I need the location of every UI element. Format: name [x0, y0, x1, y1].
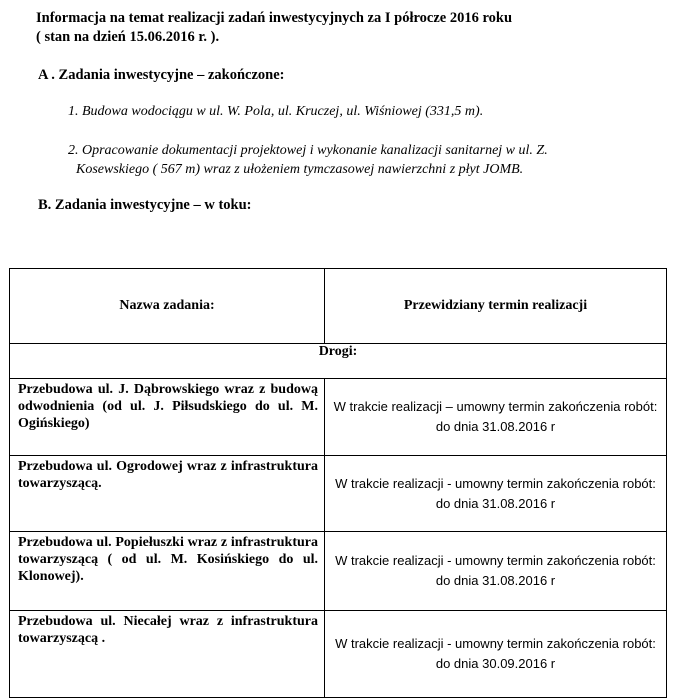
task-name-cell: Przebudowa ul. J. Dąbrowskiego wraz z budową odwodnienia (od ul. J. Piłsudskiego do ul. M. Ogińskiego): [10, 379, 325, 456]
task-term-cell: W trakcie realizacji - umowny termin zakończenia robót: do dnia 31.08.2016 r: [325, 532, 667, 611]
header-term: Przewidziany termin realizacji: [325, 269, 667, 344]
task-name-cell: Przebudowa ul. Niecałej wraz z infrastruktura towarzyszącą .: [10, 611, 325, 698]
document-heading: [36, 9, 512, 47]
group-label: Drogi:: [10, 344, 667, 379]
table-row: [10, 611, 667, 698]
heading-line-2: ( stan na dzień 15.06.2016 r. ).: [36, 29, 220, 45]
task-name-cell: Przebudowa ul. Ogrodowej wraz z infrastruktura towarzyszącą.: [10, 456, 325, 532]
heading-line-1: Informacja na temat realizacji zadań inwestycyjnych za I półrocze 2016 roku: [36, 10, 513, 26]
section-a-title: A . Zadania inwestycyjne – zakończone:: [38, 67, 285, 83]
table-row: [10, 532, 667, 611]
table-group-row: [10, 344, 667, 379]
task-name-cell: Przebudowa ul. Popiełuszki wraz z infrastruktura towarzyszącą ( od ul. M. Kosińskiego do ul. Klonowej).: [10, 532, 325, 611]
tasks-table: [9, 268, 667, 698]
completed-task-2-line-2: Kosewskiego ( 567 m) wraz z ułożeniem tymczasowej nawierzchni z płyt JOMB.: [76, 162, 524, 177]
section-b-title: B. Zadania inwestycyjne – w toku:: [38, 197, 252, 213]
completed-task-1: 1. Budowa wodociągu w ul. W. Pola, ul. Kruczej, ul. Wiśniowej (331,5 m).: [68, 104, 484, 119]
header-task-name: Nazwa zadania:: [10, 269, 325, 344]
completed-task-2-line-1: 2. Opracowanie dokumentacji projektowej i wykonanie kanalizacji sanitarnej w ul. Z.: [68, 143, 548, 158]
task-term-cell: W trakcie realizacji – umowny termin zakończenia robót: do dnia 31.08.2016 r: [325, 379, 667, 456]
task-term-cell: W trakcie realizacji - umowny termin zakończenia robót: do dnia 30.09.2016 r: [325, 611, 667, 698]
table-row: [10, 456, 667, 532]
task-term-cell: W trakcie realizacji - umowny termin zakończenia robót: do dnia 31.08.2016 r: [325, 456, 667, 532]
table-header-row: [10, 269, 667, 344]
table-row: [10, 379, 667, 456]
completed-task-2: [68, 141, 658, 179]
